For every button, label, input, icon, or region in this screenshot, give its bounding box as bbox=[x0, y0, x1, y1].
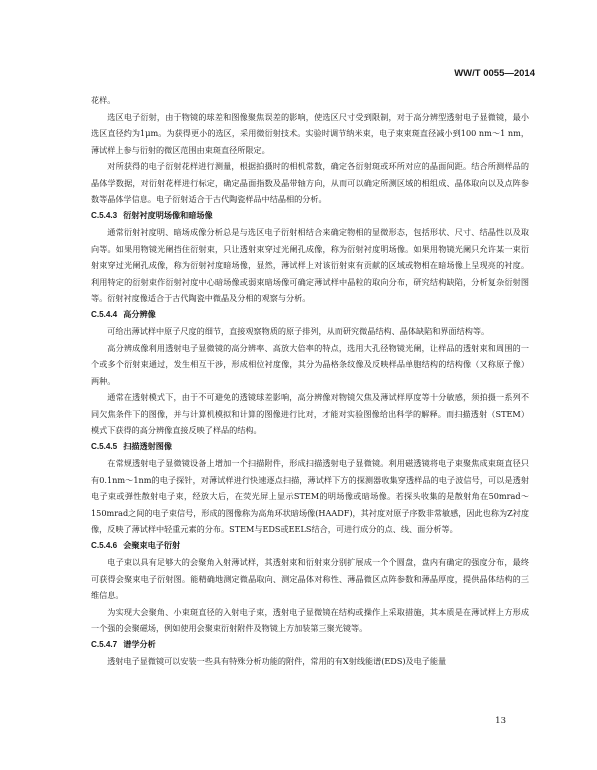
paragraph: 通常在透射模式下，由于不可避免的透镜球差影响，高分辨像对物镜欠焦及薄试样厚度等十分敏感，须拍摄一系列不同欠焦条件下的图像，并与计算机模拟和计算的图像进行比对，才能对实验图像给出科学的解释。而扫描透射（STEM）模式下获得的高分辨像直接反映了样品的结构。 bbox=[91, 392, 529, 435]
paragraph: 为实现大会聚角、小束斑直径的入射电子束，透射电子显微镜在结构或操作上采取措施，其本质是在薄试样上方形成一个强的会聚磁场，例如使用会聚束衍射附件及物镜上方加装第三聚光镜等。 bbox=[91, 606, 529, 633]
section-heading bbox=[91, 637, 529, 654]
paragraph: 对所获得的电子衍射花样进行测量，根据拍摄时的相机常数，确定各衍射斑或环所对应的晶面间距。结合所测样品的晶体学数据，对衍射花样进行标定，确定晶面指数及晶带轴方向，从而可以确定所测区域的相组成、晶体取向以及点阵参数等晶体学信息。电子衍射适合于古代陶瓷样品中结晶相的分析。 bbox=[91, 161, 529, 204]
section-heading bbox=[91, 307, 529, 324]
section-title: 高分辨像 bbox=[123, 309, 156, 319]
paragraph: 可给出薄试样中原子尺度的细节，直接观察物质的原子排列，从而研究微晶结构、晶体缺陷和界面结构等。 bbox=[107, 326, 490, 336]
section-number: C.5.4.4 bbox=[91, 309, 118, 319]
section-title: 扫描透射图像 bbox=[123, 441, 172, 451]
section-title: 会聚束电子衍射 bbox=[123, 540, 181, 550]
paragraph: 透射电子显微镜可以安装一些具有特殊分析功能的附件，常用的有X射线能谱(EDS)及电子能量 bbox=[107, 656, 447, 666]
section-number: C.5.4.6 bbox=[91, 540, 118, 550]
section-number: C.5.4.3 bbox=[91, 210, 118, 220]
paragraph: 通常衍射衬度明、暗场成像分析总是与选区电子衍射相结合来确定物相的显微形态，包括形状、尺寸、结晶性以及取向等。如果用物镜光阑挡住衍射束，只让透射束穿过光阑孔成像，称为衍射衬度明场像。如果用物镜光阑只允许某一束衍射束穿过光阑孔成像，称为衍射衬度暗场像，显然，薄试样上对该衍射束有贡献的区域或物相在暗场像上呈现亮的衬度。利用特定的衍射束作衍射衬度中心暗场像或弱束暗场像可确定薄试样中晶粒的取向分布，研究结构缺陷，分析复杂衍射图等。衍射衬度像适合于古代陶瓷中微晶及分相的观察与分析。 bbox=[91, 227, 529, 303]
section-title: 衍射衬度明场像和暗场像 bbox=[123, 210, 213, 220]
section-number: C.5.4.5 bbox=[91, 441, 118, 451]
paragraph: 电子束以具有足够大的会聚角入射薄试样，其透射束和衍射束分别扩展成一个个圆盘，盘内有确定的强度分布，最终可获得会聚束电子衍射图。能精确地测定微晶取向、测定晶体对称性、薄晶微区点阵参数和薄晶厚度，提供晶体结构的三维信息。 bbox=[91, 557, 529, 600]
section-title: 谱学分析 bbox=[123, 639, 156, 649]
paragraph: 在常规透射电子显微镜设备上增加一个扫描附件，形成扫描透射电子显微镜。利用磁透镜将电子束聚焦成束斑直径只有0.1nm～1nm的电子探针，对薄试样进行快速逐点扫描，薄试样下方的探测器收集穿透样品的电子波信号，可以是透射电子束或弹性散射电子束，经放大后，在荧光屏上显示STEM的明场像或暗场像。若探头收集的是散射角在50mrad～150mrad之间的电子束信号，形成的图像称为高角环状暗场像(HAADF)，其衬度对原子序数非常敏感，因此也称为Z衬度像，反映了薄试样中轻重元素的分布。STEM与EDS或EELS结合，可进行成分的点、线、面分析等。 bbox=[91, 458, 529, 534]
paragraph: 高分辨成像利用透射电子显微镜的高分辨率、高放大倍率的特点，选用大孔径物镜光阑，让样品的透射束和周围的一个或多个衍射束通过，发生相互干涉，形成相位衬度像，其分为晶格条纹像及反映样品单胞结构的结构像（又称原子像）两种。 bbox=[91, 342, 529, 386]
page-number: 13 bbox=[495, 716, 506, 726]
document-body bbox=[91, 92, 529, 670]
standard-code: WW/T 0055—2014 bbox=[454, 68, 535, 79]
section-heading bbox=[91, 439, 529, 456]
section-number: C.5.4.7 bbox=[91, 639, 118, 649]
paragraph: 花样。 bbox=[91, 95, 116, 105]
section-heading bbox=[91, 208, 529, 225]
paragraph: 选区电子衍射，由于物镜的球差和图像聚焦误差的影响，使选区尺寸受到限制，对于高分辨型透射电子显微镜，最小选区直径约为1μm。为获得更小的选区，采用微衍射技术。实验时调节纳米束，电子束束斑直径减小到100 nm～1 nm，薄试样上参与衍射的微区范围由束斑直径所限定。 bbox=[91, 111, 529, 155]
section-heading bbox=[91, 538, 529, 555]
